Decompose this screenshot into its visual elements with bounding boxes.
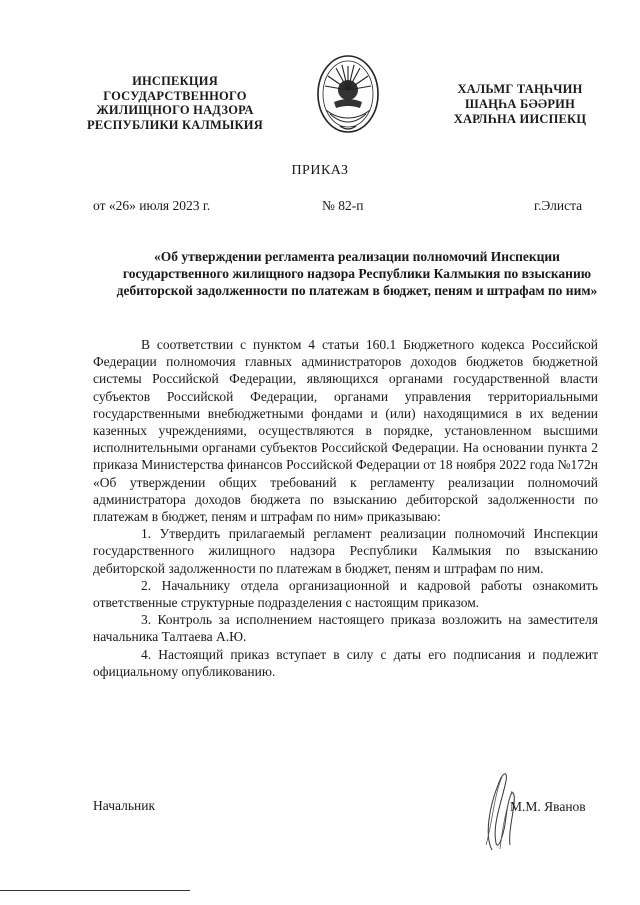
- order-item-2: 2. Начальнику отдела организационной и кадровой работы ознакомить ответственные структурные подразделения с настоящим приказом.: [93, 577, 598, 611]
- org-left-line: ИНСПЕКЦИЯ: [132, 74, 218, 88]
- signatory-title: Начальник: [93, 798, 156, 813]
- org-left-line: ГОСУДАРСТВЕННОГО: [103, 88, 247, 103]
- order-item-1: 1. Утвердить прилагаемый регламент реализации полномочий Инспекции государственного жилищного надзора Республики Калмыкия по взысканию дебиторской задолженности по платежам в бюджет, пеням и штрафам по ним.: [93, 526, 598, 576]
- document-body: [93, 336, 598, 680]
- preamble-paragraph: В соответствии с пунктом 4 статьи 160.1 Бюджетного кодекса Российской Федерации полномочия главных администраторов доходов бюджетов бюджетной системы Российской Федерации, являющихся органами государственной власти субъектов Российской Федерации, органами управления территориальными государственными внебюджетными фондами и (или) находящимися в их ведении казенных учреждениями, осуществляются в порядке, установленном высшими исполнительными органами субъектов Российской Федерации. На основании пункта 2 приказа Министерства финансов Российской Федерации от 18 ноября 2022 года №172н «Об утверждении общих требований к регламенту реализации полномочий администратора доходов бюджета по взысканию дебиторской задолженности по платежам в бюджет, пеням и штрафам по ним» приказываю:: [93, 337, 598, 525]
- document-type: ПРИКАЗ: [291, 163, 349, 178]
- kalmykia-emblem-icon: [314, 52, 382, 140]
- org-right-line: ХАЛЬМГ ТАҢҺЧИН: [457, 82, 583, 96]
- organization-name-russian: [80, 74, 270, 132]
- org-right-line: ШАҢҺА БӘӘРИН: [464, 97, 576, 111]
- document-date: от «26» июля 2023 г.: [93, 198, 211, 213]
- order-item-3: 3. Контроль за исполнением настоящего приказа возложить на заместителя начальника Талтаева А.Ю.: [93, 612, 598, 645]
- document-title: «Об утверждении регламента реализации полномочий Инспекции государственного жилищного надзора Республики Калмыкия по взысканию дебиторской задолженности по платежам в бюджет, пеням и штрафам по ним»: [116, 249, 598, 298]
- org-right-line: ХАРЛҺНА ИИСПЕКЦ: [453, 112, 587, 126]
- signatory-name: М.М. Яванов: [510, 799, 586, 814]
- org-left-line: РЕСПУБЛИКИ КАЛМЫКИЯ: [87, 117, 263, 132]
- order-item-4: 4. Настоящий приказ вступает в силу с даты его подписания и подлежит официальному опубликованию.: [93, 646, 598, 679]
- document-city: г.Элиста: [534, 198, 583, 213]
- organization-name-kalmyk: [440, 82, 600, 127]
- document-number: № 82-п: [322, 198, 364, 213]
- org-left-line: ЖИЛИЩНОГО НАДЗОРА: [96, 103, 254, 117]
- footer-divider: [0, 890, 190, 891]
